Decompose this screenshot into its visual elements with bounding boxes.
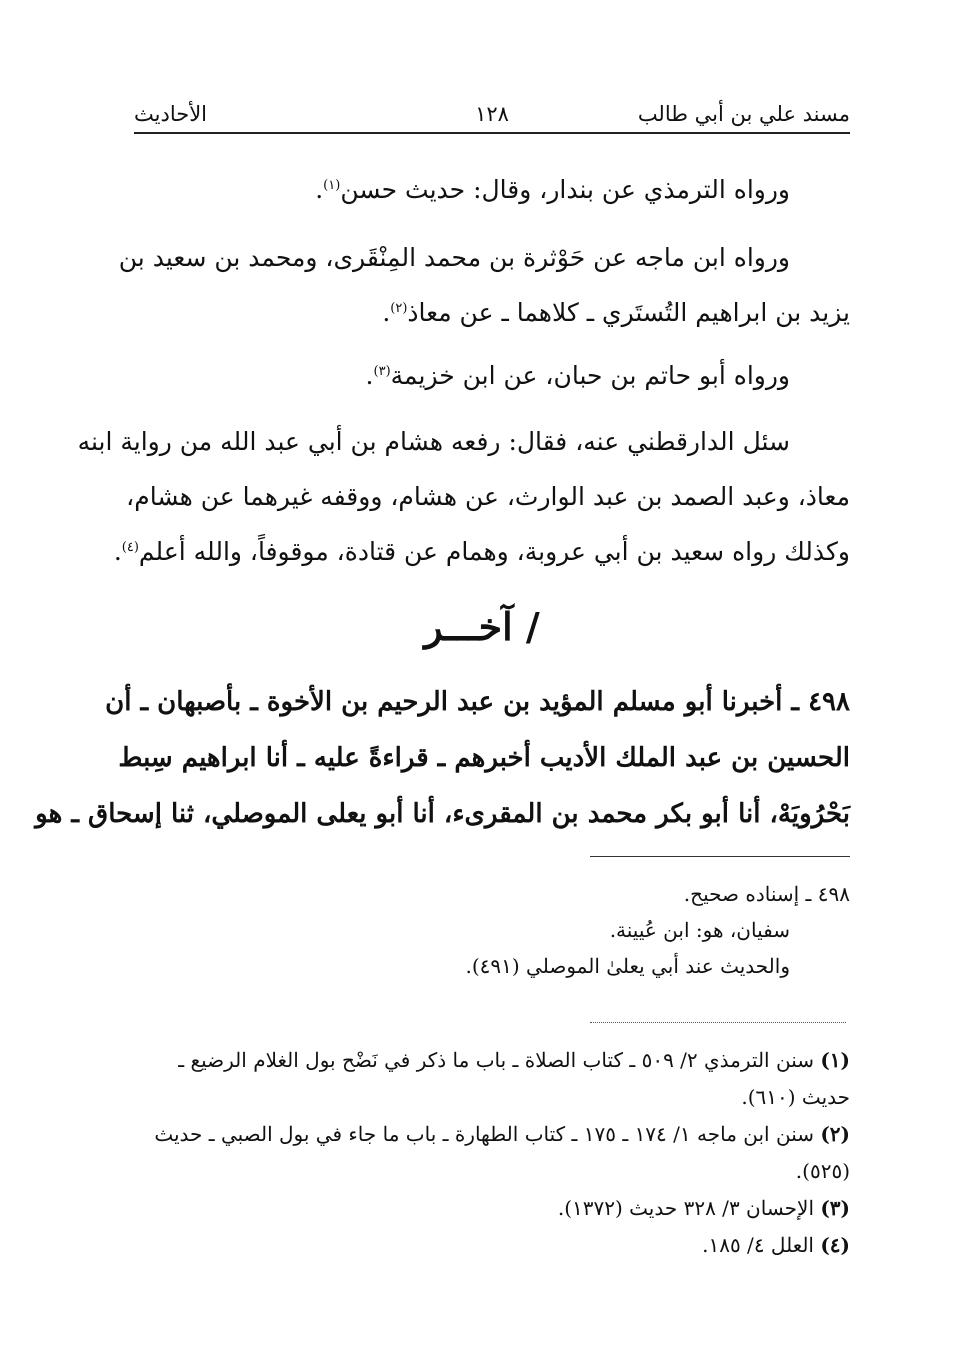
paragraph-daraqutni: سئل الدارقطني عنه، فقال: رفعه هشام بن أبي عبد الله من رواية ابنه معاذ، وعبد الصمد بن عبد الوارث، عن هشام، ووقفه غيرهما عن هشام، وكذلك رواه سعيد بن أبي عروبة، وهمام عن قتادة، موقوفاً، والله أعلم$^{(٤)}$. [134, 414, 850, 579]
paragraph-text: ورواه الترمذي عن بندار، وقال: حديث حسن [340, 175, 790, 204]
takhrij-notes [150, 876, 850, 984]
paragraph-text: ورواه ابن ماجه عن حَوْثرة بن محمد المِنْقَرى، ومحمد بن سعيد بن [118, 243, 790, 272]
paragraph-ibn-hibban: ورواه أبو حاتم بن حبان، عن ابن خزيمة$^{(٣)}$. [365, 361, 790, 390]
paragraph-text: وكذلك رواه سعيد بن أبي عروبة، وهمام عن قتادة، موقوفاً، والله أعلم [138, 537, 850, 566]
hadith-line: ٤٩٨ ـ أخبرنا أبو مسلم المؤيد بن عبد الرحيم بن الأخوة ـ بأصبهان ـ أن [105, 687, 850, 717]
footnote-ref[interactable]: (٤) [121, 540, 139, 555]
hadith-line: الحسين بن عبد الملك الأديب أخبرهم ـ قراءةً عليه ـ أنا ابراهيم سِبط [118, 743, 850, 773]
footnote-1: (١)سنن الترمذي ٢/ ٥٠٩ ـ كتاب الصلاة ـ باب ما ذكر في نَضْح بول الغلام الرضيع ـ [178, 1048, 850, 1072]
divider [590, 856, 850, 857]
section-title: / آخـــر [424, 604, 540, 649]
footnote-3: (٣)الإحسان ٣/ ٣٢٨ حديث (١٣٧٢). [557, 1196, 850, 1220]
takhrij-line: سفيان، هو: ابن عُيينة. [609, 918, 790, 942]
paragraph-ibn-majah: ورواه ابن ماجه عن حَوْثرة بن محمد المِنْقَرى، ومحمد بن سعيد بن يزيد بن ابراهيم التُستَري ـ كلاهما ـ عن معاذ$^{(٢)}$. [134, 230, 850, 340]
book-title: مسند علي بن أبي طالب [637, 102, 850, 126]
footnote-ref[interactable]: (٣) [373, 364, 391, 379]
paragraph-text: معاذ، وعبد الصمد بن عبد الوارث، عن هشام، ووقفه غيرهما عن هشام، [126, 482, 850, 511]
running-header [134, 98, 850, 134]
paragraph-text: يزيد بن ابراهيم التُستَري ـ كلاهما ـ عن معاذ [407, 298, 850, 327]
footnote-4: (٤)العلل ٤/ ١٨٥. [702, 1233, 850, 1257]
section-name: الأحاديث [134, 102, 208, 126]
footnotes [134, 1042, 850, 1264]
paragraph-text: سئل الدارقطني عنه، فقال: رفعه هشام بن أبي عبد الله من رواية ابنه [77, 427, 790, 456]
footnote-2: (٢)سنن ابن ماجه ١/ ١٧٤ ـ ١٧٥ ـ كتاب الطهارة ـ باب ما جاء في بول الصبي ـ حديث [154, 1122, 850, 1146]
hadith-498 [35, 674, 850, 842]
paragraph-text: ورواه أبو حاتم بن حبان، عن ابن خزيمة [390, 361, 790, 390]
footnote-2-continued: (٥٢٥). [795, 1159, 850, 1183]
takhrij-line: والحديث عند أبي يعلىٰ الموصلي (٤٩١). [465, 954, 790, 978]
takhrij-line: ٤٩٨ ـ إسناده صحيح. [683, 882, 850, 906]
footnote-ref[interactable]: (١) [323, 178, 341, 193]
footnote-divider [590, 1022, 846, 1023]
page-number: ١٢٨ [475, 102, 509, 126]
paragraph-tirmidhi: ورواه الترمذي عن بندار، وقال: حديث حسن$^{(١)}$. [315, 175, 790, 204]
footnote-ref[interactable]: (٢) [390, 301, 408, 316]
footnote-1-continued: حديث (٦١٠). [741, 1085, 850, 1109]
hadith-line: بَحْرُويَهْ، أنا أبو بكر محمد بن المقرىء، أنا أبو يعلى الموصلي، ثنا إسحاق ـ هو [35, 799, 850, 829]
